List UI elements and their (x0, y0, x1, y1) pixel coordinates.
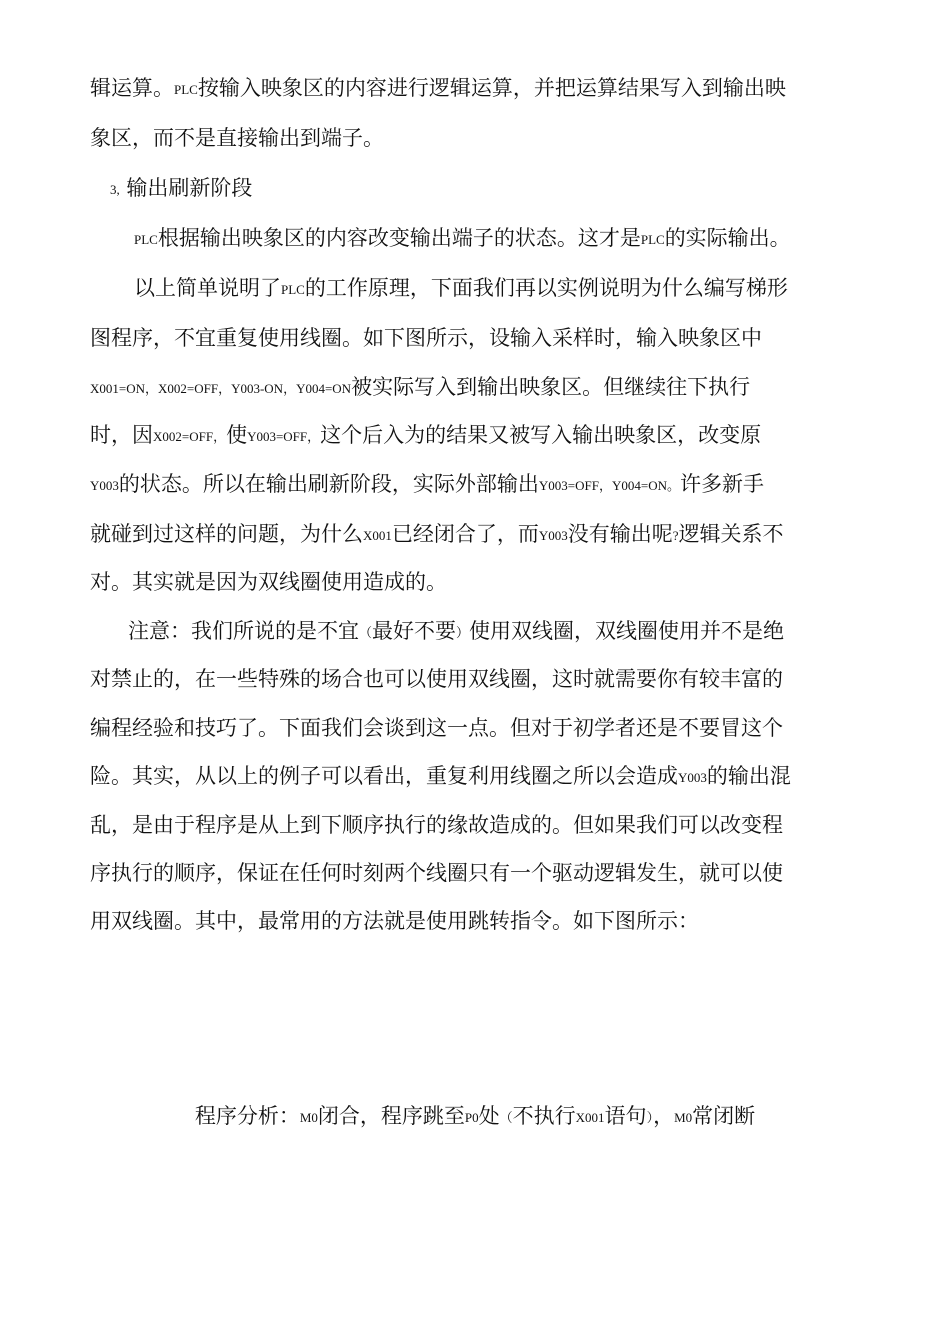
text-line: 就碰到过这样的问题，为什么X001已经闭合了，而Y003没有输出呢?逻辑关系不 (90, 522, 784, 546)
text-line: 象区，而不是直接输出到端子。 (90, 126, 384, 150)
text-line: 序执行的顺序，保证在任何时刻两个线圈只有一个驱动逻辑发生，就可以使 (90, 861, 783, 885)
text-line: 辑运算。PLC按输入映象区的内容进行逻辑运算，并把运算结果写入到输出映 (90, 76, 786, 100)
section-heading: 3, 输出刷新阶段 (110, 176, 253, 200)
text-line: 以上简单说明了PLC的工作原理，下面我们再以实例说明为什么编写梯形 (134, 276, 788, 300)
text-line: 对。其实就是因为双线圈使用造成的。 (90, 570, 447, 594)
text-line: 时，因X002=OFF，使Y003=OFF，这个后入为的结果又被写入输出映象区，改变原 (90, 423, 762, 447)
text-line: X001=ON，X002=OFF，Y003-ON，Y004=ON被实际写入到输出映象区。但继续往下执行 (90, 375, 751, 399)
note-line: 注意：我们所说的是不宜（最好不要）使用双线圈，双线圈使用并不是绝 (128, 619, 785, 643)
text-line: 乱，是由于程序是从上到下顺序执行的缘故造成的。但如果我们可以改变程 (90, 813, 783, 837)
text-line: 图程序，不宜重复使用线圈。如下图所示，设输入采样时，输入映象区中 (90, 326, 762, 350)
text-line: PLC根据输出映象区的内容改变输出端子的状态。这才是PLC的实际输出。 (134, 226, 791, 250)
program-analysis-line: 程序分析：M0闭合，程序跳至P0处（不执行X001语句），M0常闭断 (194, 1104, 756, 1128)
text-line: 对禁止的，在一些特殊的场合也可以使用双线圈，这时就需要你有较丰富的 (90, 667, 783, 691)
text-line: 用双线圈。其中，最常用的方法就是使用跳转指令。如下图所示： (90, 909, 699, 933)
text-line: 编程经验和技巧了。下面我们会谈到这一点。但对于初学者还是不要冒这个 (90, 716, 783, 740)
text-line: Y003的状态。所以在输出刷新阶段，实际外部输出Y003=OFF，Y004=ON。许多新手 (90, 472, 764, 496)
text-line: 险。其实，从以上的例子可以看出，重复利用线圈之所以会造成Y003的输出混 (90, 764, 791, 788)
